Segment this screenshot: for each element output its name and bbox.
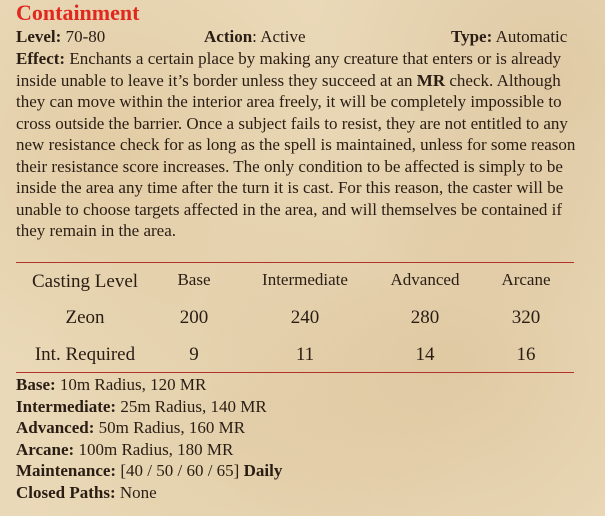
note-arcane: Arcane: 100m Radius, 180 MR	[16, 439, 234, 459]
type-value: Automatic	[495, 27, 568, 46]
spell-action	[204, 26, 306, 48]
effect-text-1: Enchants a certain place by making any creature that enters or is already inside unable to leave it’s border unless they succeed at an	[16, 49, 562, 90]
action-value: : Active	[252, 27, 306, 46]
spell-title: Containment	[16, 0, 140, 25]
type-label: Type:	[451, 27, 493, 46]
table-header-intermediate: Intermediate	[262, 270, 348, 289]
note-closed-paths: Closed Paths: None	[16, 482, 157, 502]
spell-type	[451, 26, 567, 48]
table-bottom-rule	[16, 372, 574, 373]
table-cell-int-intermediate: 11	[295, 344, 315, 365]
effect-mr: MR	[416, 70, 446, 90]
spell-effect	[16, 48, 591, 242]
table-cell-zeon-arcane: 320	[511, 307, 541, 328]
table-header-base: Base	[177, 270, 211, 289]
action-label: Action	[204, 27, 253, 46]
table-cell-int-arcane: 16	[516, 344, 536, 365]
table-row-zeon-label: Zeon	[65, 307, 105, 328]
note-intermediate: Intermediate: 25m Radius, 140 MR	[16, 396, 267, 416]
table-row-int-label: Int. Required	[34, 344, 136, 365]
level-value: 70-80	[65, 27, 106, 46]
spell-notes	[16, 374, 282, 503]
table-cell-int-base: 9	[189, 344, 199, 365]
table-header-casting-level: Casting Level	[31, 271, 139, 292]
table-header-arcane: Arcane	[501, 270, 551, 289]
note-base: Base: 10m Radius, 120 MR	[16, 375, 207, 394]
note-maintenance: Maintenance: [40 / 50 / 60 / 65] Daily	[16, 461, 283, 480]
effect-text-2: check. Although they can move within the interior area freely, it will be completely impossible to cross outside the barrier. Once a subject fails to resist, they are not entitled to any new resistance check for as long as the spell is maintained, unless for some reason their resistance score increases. The only condition to be affected is simply to be inside the area any time after the turn it is cast. For this reason, the caster will be unable to choose targets affected in the area, and will themselves be contained if they remain in the area.	[16, 70, 576, 240]
table-cell-zeon-intermediate: 240	[290, 307, 320, 328]
note-advanced: Advanced: 50m Radius, 160 MR	[16, 418, 246, 437]
spell-level	[16, 26, 105, 48]
effect-label: Effect:	[16, 49, 66, 68]
table-cell-zeon-base: 200	[179, 307, 209, 328]
table-header-advanced: Advanced	[390, 270, 460, 289]
level-label: Level:	[16, 27, 62, 46]
table-cell-zeon-advanced: 280	[410, 307, 440, 328]
table-cell-int-advanced: 14	[415, 344, 435, 365]
table-top-rule	[16, 262, 574, 263]
